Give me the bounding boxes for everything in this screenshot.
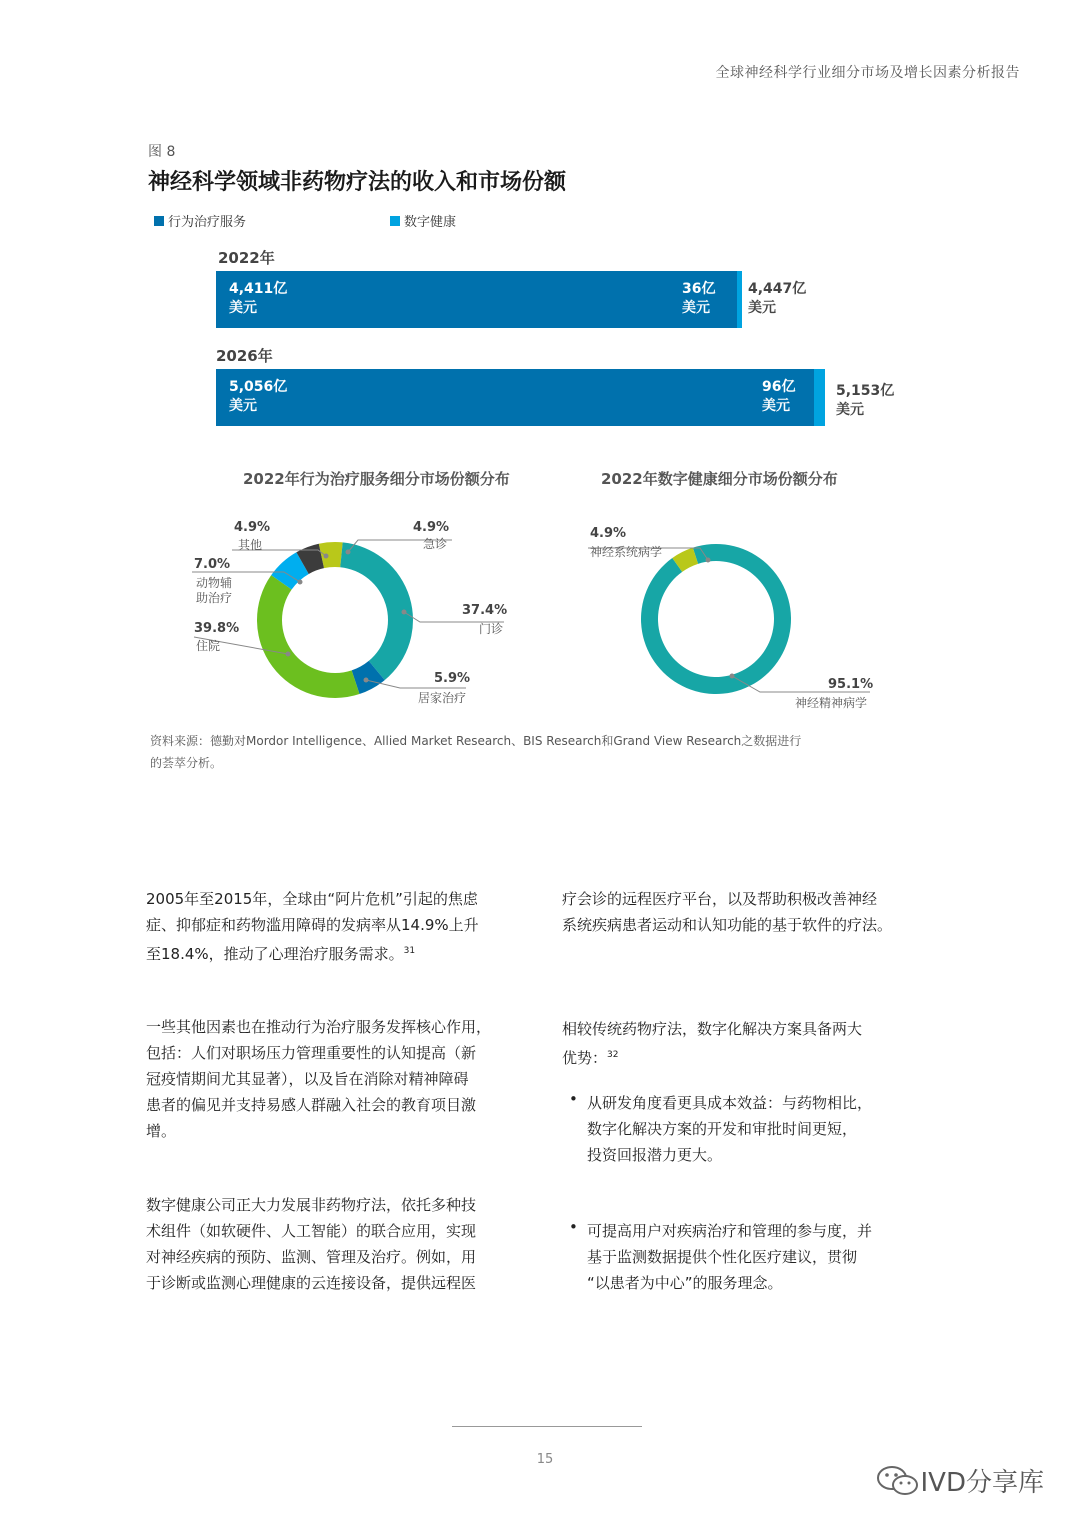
- figure-label: 图 8: [148, 144, 176, 160]
- unit: 美元: [229, 300, 257, 316]
- bullet-item-1: [587, 1090, 907, 1168]
- pct-neuro: 4.9%: [590, 526, 627, 541]
- text-line: 优势：: [562, 1049, 608, 1067]
- text-line: 患者的偏见并支持易感人群融入社会的教育项目激: [146, 1096, 477, 1114]
- pct-outpatient: 37.4%: [462, 603, 508, 618]
- source-line1: 资料来源：德勤对Mordor Intelligence、Allied Market Research、BIS Research和Grand View Research之数据进行: [150, 734, 802, 748]
- text-line: 2005年至2015年，全球由“阿片危机”引起的焦虑: [146, 890, 478, 908]
- label-home: 居家治疗: [418, 691, 467, 705]
- bar-category-2022: 2022年: [218, 249, 275, 267]
- label-animal-line1: 动物辅: [196, 576, 233, 590]
- label-neuro: 神经系统病学: [590, 545, 663, 559]
- label-inpatient: 住院: [196, 639, 221, 653]
- value: 4,447亿: [748, 281, 807, 297]
- text-line: 疗会诊的远程医疗平台，以及帮助积极改善神经: [562, 890, 878, 908]
- label-psych: 神经精神病学: [795, 696, 868, 710]
- left-paragraph-2: [146, 1014, 506, 1144]
- pct-animal: 7.0%: [194, 557, 231, 572]
- pct-inpatient: 39.8%: [194, 621, 240, 636]
- text-line: 数字健康公司正大力发展非药物疗法，依托多种技: [146, 1196, 477, 1214]
- donut-title-digital: 2022年数字健康细分市场份额分布: [601, 470, 838, 488]
- watermark: [875, 1462, 1044, 1499]
- right-paragraph-2: [562, 1016, 922, 1071]
- footnote-ref: 32: [607, 1050, 619, 1060]
- text-line: 包括：人们对职场压力管理重要性的认知提高（新: [146, 1044, 477, 1062]
- legend-label: 数字健康: [404, 215, 457, 230]
- unit: 美元: [748, 300, 776, 316]
- watermark-text: IVD分享库: [920, 1468, 1044, 1498]
- unit: 美元: [762, 398, 790, 414]
- report-header-title: 全球神经科学行业细分市场及增长因素分析报告: [715, 65, 1020, 81]
- unit: 美元: [682, 300, 710, 316]
- text-line: 至18.4%，推动了心理治疗服务需求。: [146, 945, 404, 963]
- text-line: 于诊断或监测心理健康的云连接设备，提供远程医: [146, 1274, 477, 1292]
- bar-category-2026: 2026年: [216, 347, 273, 365]
- text-line: 症、抑郁症和药物滥用障碍的发病率从14.9%上升: [146, 916, 479, 934]
- unit: 美元: [229, 398, 257, 414]
- legend-label: 行为治疗服务: [168, 215, 247, 230]
- text-line: 可提高用户对疾病治疗和管理的参与度，并: [587, 1222, 873, 1240]
- text-line: 术组件（如软硬件、人工智能）的联合应用，实现: [146, 1222, 477, 1240]
- label-animal: [196, 576, 232, 606]
- value: 4,411亿: [229, 281, 288, 297]
- left-paragraph-1: [146, 886, 506, 967]
- bullet-marker: •: [569, 1090, 578, 1108]
- footer-divider: [452, 1426, 642, 1427]
- text-line: “以患者为中心”的服务理念。: [587, 1274, 783, 1292]
- text-line: 数字化解决方案的开发和审批时间更短，: [587, 1120, 858, 1138]
- label-other: 其他: [238, 538, 263, 552]
- text-line: 系统疾病患者运动和认知功能的基于软件的疗法。: [562, 916, 893, 934]
- left-paragraph-3: [146, 1192, 506, 1296]
- value: 5,056亿: [229, 379, 288, 395]
- value: 36亿: [682, 281, 716, 297]
- right-paragraph-1: [562, 886, 922, 938]
- figure-source: [150, 730, 830, 774]
- pct-other: 4.9%: [234, 520, 271, 535]
- pct-psych: 95.1%: [828, 677, 874, 692]
- text-line: 相较传统药物疗法，数字化解决方案具备两大: [562, 1020, 863, 1038]
- text-line: 从研发角度看更具成本效益：与药物相比，: [587, 1094, 873, 1112]
- value: 96亿: [762, 379, 796, 395]
- text-line: 对神经疾病的预防、监测、管理及治疗。例如，用: [146, 1248, 477, 1266]
- text-line: 一些其他因素也在推动行为治疗服务发挥核心作用，: [146, 1018, 492, 1036]
- footnote-ref: 31: [403, 946, 416, 956]
- unit: 美元: [836, 402, 864, 418]
- page-number: 15: [536, 1452, 554, 1467]
- bullet-marker: •: [569, 1218, 578, 1236]
- label-animal-line2: 助治疗: [196, 591, 233, 605]
- text-line: 冠疫情期间尤其显著），以及旨在消除对精神障碍: [146, 1070, 469, 1088]
- label-er: 急诊: [423, 537, 448, 551]
- label-outpatient: 门诊: [479, 622, 504, 636]
- wechat-icon: [875, 1464, 921, 1498]
- donut-title-behavioral: 2022年行为治疗服务细分市场份额分布: [243, 470, 510, 488]
- pct-home: 5.9%: [434, 671, 471, 686]
- source-line2: 的荟萃分析。: [150, 756, 223, 770]
- pct-er: 4.9%: [413, 520, 450, 535]
- text-line: 投资回报潜力更大。: [587, 1146, 723, 1164]
- text-line: 增。: [146, 1122, 177, 1140]
- value: 5,153亿: [836, 383, 895, 399]
- figure-title: 神经科学领域非药物疗法的收入和市场份额: [148, 170, 567, 195]
- bullet-item-2: [587, 1218, 907, 1296]
- text-line: 基于监测数据提供个性化医疗建议，贯彻: [587, 1248, 858, 1266]
- leader-lines: [0, 0, 1080, 760]
